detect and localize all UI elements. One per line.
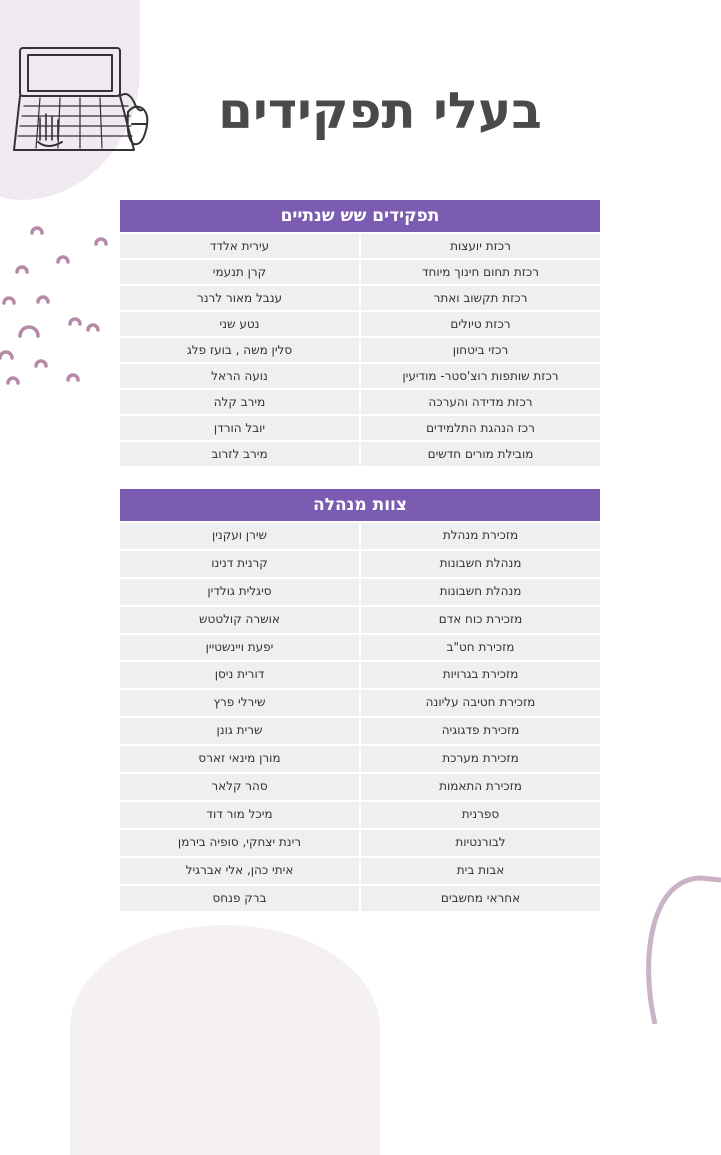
role-cell: מזכירת מנהלת: [442, 528, 519, 542]
table-row: [120, 440, 600, 466]
name-cell: קרנית דנינו: [120, 551, 361, 577]
name-cell: איתי כהן, אלי אברגיל: [120, 858, 361, 884]
name-cell: מיכל מור דוד: [120, 802, 361, 828]
table-row: [120, 828, 600, 856]
page-title: בעלי תפקידים: [218, 82, 542, 140]
arc-confetti: [0, 228, 106, 383]
role-cell: מובילת מורים חדשים: [427, 447, 534, 461]
role-cell: רכזת מדידה והערכה: [428, 395, 533, 409]
role-cell: מזכירת חטיבה עליונה: [425, 695, 536, 710]
role-cell: מזכירת התאמות: [439, 779, 522, 794]
decorative-arc-outline: [649, 878, 721, 1024]
name-cell: רינת יצחקי, סופיה בירמן: [120, 830, 361, 856]
name-cell: אושרה קולטטש: [120, 607, 361, 633]
name-cell: ענבל מאור לרנר: [120, 286, 361, 310]
name-cell: שרית גונן: [120, 718, 361, 744]
name-cell: נטע שני: [120, 312, 361, 336]
table-row: [120, 258, 600, 284]
role-cell: רכזת טיולים: [450, 317, 511, 331]
name-cell: שירן ועקנין: [120, 523, 361, 549]
table-row: [120, 744, 600, 772]
role-cell: מנהלת חשבונות: [439, 583, 522, 598]
laptop-typing-icon: [14, 48, 147, 150]
table-row: [120, 884, 600, 912]
table-row: [120, 716, 600, 744]
table-row: [120, 336, 600, 362]
name-cell: סלין משה , בועז פלג: [120, 338, 361, 362]
name-cell: מורן מינאי זארס: [120, 746, 361, 772]
name-cell: מירב לזרוב: [120, 442, 361, 466]
name-cell: שירלי פרץ: [120, 690, 361, 716]
role-cell: מזכירת חט"ב: [446, 639, 515, 654]
role-cell: מזכירת בגרויות: [442, 667, 519, 682]
table-heading: צוות מנהלה: [120, 489, 600, 521]
table-row: [120, 577, 600, 605]
table-row: [120, 388, 600, 414]
name-cell: דורית ניסן: [120, 662, 361, 688]
table-row: [120, 633, 600, 661]
name-cell: סיגלית גולדין: [120, 579, 361, 605]
role-cell: לבורנטיות: [455, 834, 506, 849]
name-cell: ברק פנחס: [120, 886, 361, 912]
table-row: [120, 549, 600, 577]
name-cell: קרן תנעמי: [120, 260, 361, 284]
name-cell: סהר קלאר: [120, 774, 361, 800]
table-row: [120, 660, 600, 688]
role-cell: אחראי מחשבים: [440, 890, 521, 905]
table-row: [120, 856, 600, 884]
role-cell: רכזת יועצות: [450, 239, 511, 253]
role-cell: מנהלת חשבונות: [439, 555, 522, 570]
name-cell: נועה הראל: [120, 364, 361, 388]
table-row: [120, 800, 600, 828]
admin-staff-table: [120, 489, 600, 911]
table-row: [120, 605, 600, 633]
table-row: [120, 284, 600, 310]
roles-table: [120, 200, 600, 466]
role-cell: רכז הנהגת התלמידים: [426, 421, 535, 435]
role-cell: ספרנית: [461, 806, 500, 821]
table-row: [120, 688, 600, 716]
role-cell: מזכירת פדגוגיה: [441, 723, 520, 738]
role-cell: רכזת תקשוב ואתר: [433, 291, 528, 305]
role-cell: מזכירת מערכת: [442, 751, 519, 766]
table-row: [120, 232, 600, 258]
role-cell: רכזת שותפות רוצ'סטר- מודיעין: [402, 369, 559, 383]
role-cell: רכזת תחום חינוך מיוחד: [421, 265, 540, 279]
name-cell: יובל הורדן: [120, 416, 361, 440]
role-cell: אבות בית: [456, 862, 505, 877]
role-cell: רכזי ביטחון: [452, 343, 509, 357]
table-row: [120, 414, 600, 440]
table-row: [120, 310, 600, 336]
table-row: [120, 362, 600, 388]
role-cell: מזכירת כוח אדם: [438, 611, 523, 626]
table-row: [120, 772, 600, 800]
table-heading: תפקידים שש שנתיים: [120, 200, 600, 232]
name-cell: עירית אלדד: [120, 234, 361, 258]
table-row: [120, 521, 600, 549]
name-cell: מירב קלה: [120, 390, 361, 414]
name-cell: יפעת ויינשטיין: [120, 635, 361, 661]
